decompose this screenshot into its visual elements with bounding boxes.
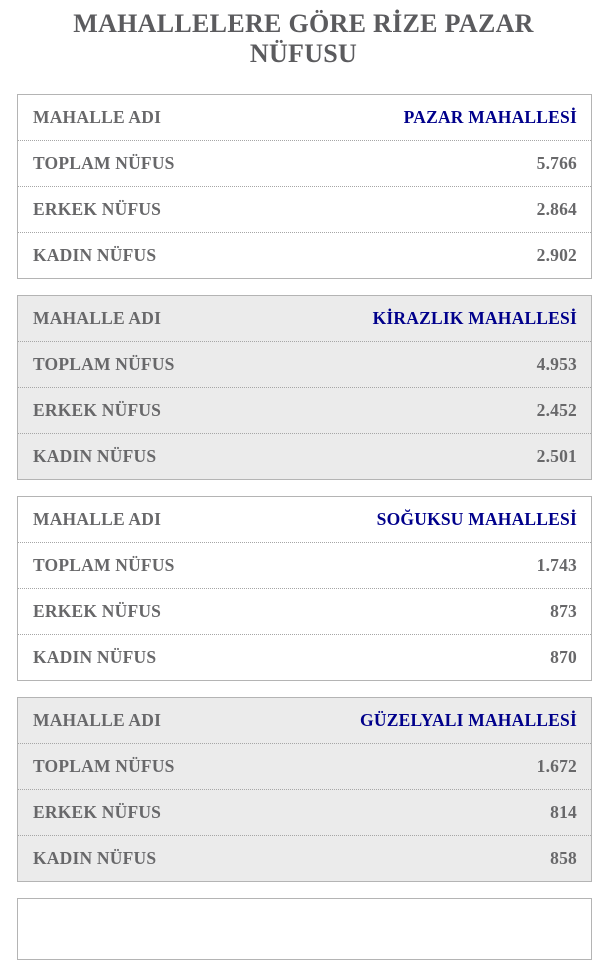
table-row-name (18, 698, 591, 744)
table-row-name (18, 497, 591, 543)
population-value-female: 2.902 (536, 245, 577, 265)
table-row-total (18, 543, 591, 589)
table-row-male (18, 790, 591, 836)
mahalle-table-soguksu (17, 496, 592, 681)
table-row-name (18, 296, 591, 342)
population-value-total: 1.743 (536, 555, 577, 575)
population-value-male: 2.452 (536, 400, 577, 420)
table-row-female (18, 434, 591, 479)
mahalle-name-link[interactable]: KİRAZLIK MAHALLESİ (372, 308, 577, 328)
row-label-kadin-nufus: KADIN NÜFUS (33, 647, 157, 667)
row-label-erkek-nufus: ERKEK NÜFUS (33, 199, 162, 219)
row-label-mahalle-adi: MAHALLE ADI (33, 107, 162, 127)
table-row-total (18, 342, 591, 388)
row-label-toplam-nufus: TOPLAM NÜFUS (33, 153, 175, 173)
page-title-line1: MAHALLELERE GÖRE RİZE PAZAR (73, 9, 534, 38)
population-value-total: 1.672 (536, 756, 577, 776)
row-label-mahalle-adi: MAHALLE ADI (33, 308, 162, 328)
mahalle-name-link[interactable]: GÜZELYALI MAHALLESİ (360, 710, 577, 730)
row-label-toplam-nufus: TOPLAM NÜFUS (33, 756, 175, 776)
page-title (14, 9, 593, 69)
row-label-toplam-nufus: TOPLAM NÜFUS (33, 354, 175, 374)
row-label-toplam-nufus: TOPLAM NÜFUS (33, 555, 175, 575)
table-row-total (18, 141, 591, 187)
table-row-female (18, 836, 591, 881)
row-label-mahalle-adi: MAHALLE ADI (33, 710, 162, 730)
population-value-male: 814 (550, 802, 577, 822)
table-row-female (18, 233, 591, 278)
mahalle-table-guzelyali (17, 697, 592, 882)
population-value-female: 858 (550, 848, 577, 868)
mahalle-name-link[interactable]: PAZAR MAHALLESİ (403, 107, 577, 127)
population-value-male: 873 (550, 601, 577, 621)
row-label-mahalle-adi: MAHALLE ADI (33, 509, 162, 529)
mahalle-table-pazar (17, 94, 592, 279)
table-row-name (18, 95, 591, 141)
population-value-male: 2.864 (536, 199, 577, 219)
table-row-total (18, 744, 591, 790)
row-label-erkek-nufus: ERKEK NÜFUS (33, 601, 162, 621)
tables-container (17, 94, 592, 960)
page-title-line2: NÜFUSU (249, 39, 358, 68)
population-value-female: 870 (550, 647, 577, 667)
population-value-total: 5.766 (536, 153, 577, 173)
table-row-male (18, 388, 591, 434)
population-value-total: 4.953 (536, 354, 577, 374)
table-row-female (18, 635, 591, 680)
row-label-erkek-nufus: ERKEK NÜFUS (33, 802, 162, 822)
table-row-male (18, 187, 591, 233)
row-label-kadin-nufus: KADIN NÜFUS (33, 245, 157, 265)
row-label-kadin-nufus: KADIN NÜFUS (33, 446, 157, 466)
row-label-erkek-nufus: ERKEK NÜFUS (33, 400, 162, 420)
mahalle-table-kirazlik (17, 295, 592, 480)
row-label-kadin-nufus: KADIN NÜFUS (33, 848, 157, 868)
table-row-male (18, 589, 591, 635)
mahalle-name-link[interactable]: SOĞUKSU MAHALLESİ (376, 509, 577, 529)
population-value-female: 2.501 (536, 446, 577, 466)
mahalle-table-partial (17, 898, 592, 960)
